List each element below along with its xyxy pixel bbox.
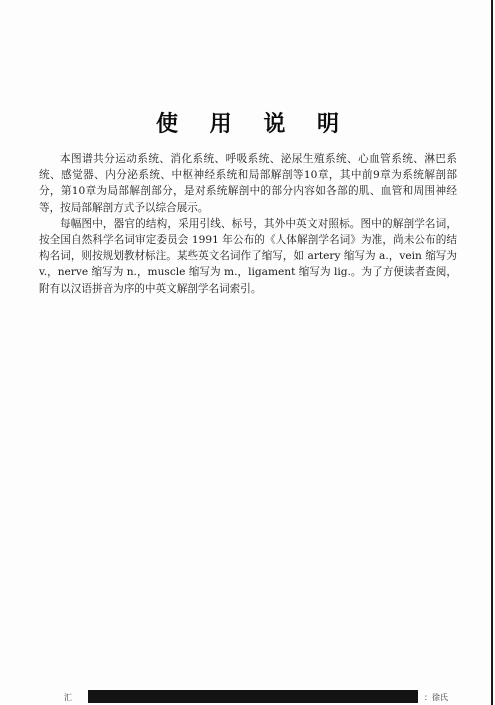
page-title: 使 用 说 明 [156,110,351,137]
footer-scan-mark-left: 汇 [64,693,72,702]
instructions-body [39,151,457,297]
footer-scan-mark-right: ：徐氏 [424,693,448,702]
paragraph-chapters: 本图谱共分运动系统、消化系统、呼吸系统、泌尿生殖系统、心血管系统、淋巴系统、感觉器、内分泌系统、中枢神经系统和局部解剖等10章，其中前9章为系统解剖部分，第10章为局部解剖部分，是对系统解剖中的部分内容如各部的肌、血管和周围神经等，按局部解剖方式予以综合展示。 [39,153,457,214]
paragraph-terminology: 每幅图中，器官的结构，采用引线、标号，其外中英文对照标。图中的解剖学名词，按全国自然科学名词审定委员会 1991 年公布的《人体解剖学名词》为准，尚未公布的结构名词，则按规划教材标注。某些英文名词作了缩写，如 artery 缩写为 a.，vein 缩写为 v.，nerve 缩写为 n.，muscle 缩写为 m.，ligament 缩写为 lig.。为了方便读者查阅，附有以汉语拼音为序的中英文解剖学名词索引。 [39,217,457,295]
scan-artifact-bar [88,690,418,703]
